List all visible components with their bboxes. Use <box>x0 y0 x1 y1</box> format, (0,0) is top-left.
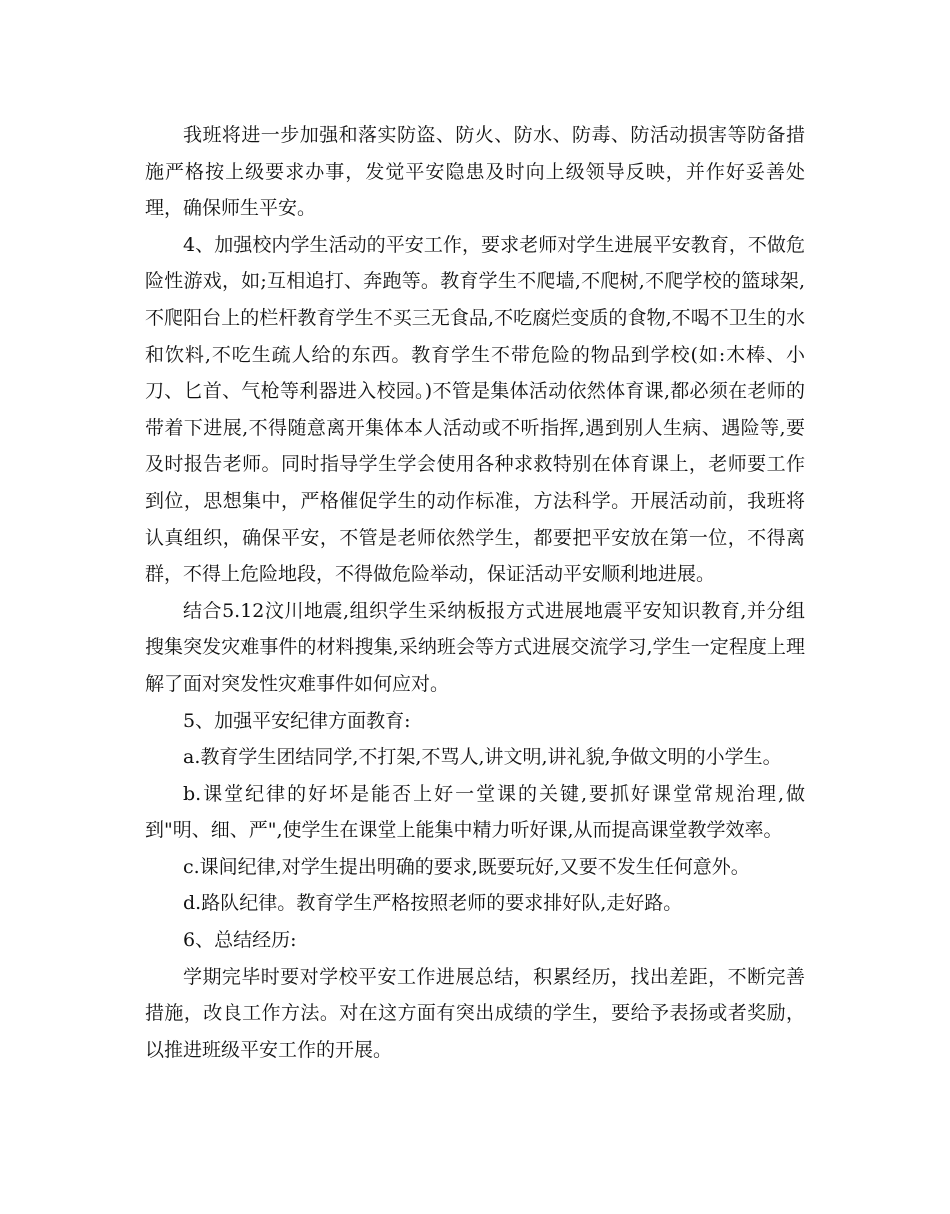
list-item-discipline-c: c.课间纪律,对学生提出明确的要求,既要玩好,又要不发生任何意外。 <box>183 855 750 878</box>
paragraph-semester-summary: 学期完毕时要对学校平安工作进展总结，积累经历，找出差距，不断完善措施，改良工作方法。对在这方面有突出成绩的学生，要给予表扬或者奖励，以推进班级平安工作的开展。 <box>145 965 805 1061</box>
paragraph-activity-safety: 4、加强校内学生活动的平安工作，要求老师对学生进展平安教育，不做危险性游戏，如;互相追打、奔跑等。教育学生不爬墙,不爬树,不爬学校的篮球架,不爬阳台上的栏杆教育学生不买三无食品,不吃腐烂变质的食物,不喝不卫生的水和饮料,不吃生疏人给的东西。教育学生不带危险的物品到学校(如:木棒、小刀、匕首、气枪等利器进入校园。)不管是集体活动依然体育课,都必须在老师的带着下进展,不得随意离开集体本人活动或不听指挥,遇到别人生病、遇险等,要及时报告老师。同时指导学生学会使用各种求救特别在体育课上，老师要工作到位，思想集中，严格催促学生的动作标准，方法科学。开展活动前，我班将认真组织，确保平安，不管是老师依然学生，都要把平安放在第一位，不得离群，不得上危险地段，不得做危险举动，保证活动平安顺利地进展。 <box>145 233 805 586</box>
paragraph-safety-measures: 我班将进一步加强和落实防盗、防火、防水、防毒、防活动损害等防备措施严格按上级要求办事，发觉平安隐患及时向上级领导反映，并作好妥善处理，确保师生平安。 <box>145 124 805 220</box>
document-body <box>145 117 805 1068</box>
heading-discipline-education: 5、加强平安纪律方面教育: <box>183 709 411 732</box>
paragraph-earthquake-education: 结合5.12汶川地震,组织学生采纳板报方式进展地震平安知识教育,并分组搜集突发灾难事件的材料搜集,采纳班会等方式进展交流学习,学生一定程度上理解了面对突发性灾难事件如何应对。 <box>145 599 805 695</box>
heading-summary-experience: 6、总结经历: <box>183 929 297 952</box>
list-item-discipline-d: d.路队纪律。教育学生严格按照老师的要求排好队,走好路。 <box>183 892 683 915</box>
list-item-discipline-b: b.课堂纪律的好坏是能否上好一堂课的关键,要抓好课堂常规治理,做到"明、细、严",使学生在课堂上能集中精力听好课,从而提高课堂教学效率。 <box>145 782 805 842</box>
list-item-discipline-a: a.教育学生团结同学,不打架,不骂人,讲文明,讲礼貌,争做文明的小学生。 <box>183 746 782 769</box>
